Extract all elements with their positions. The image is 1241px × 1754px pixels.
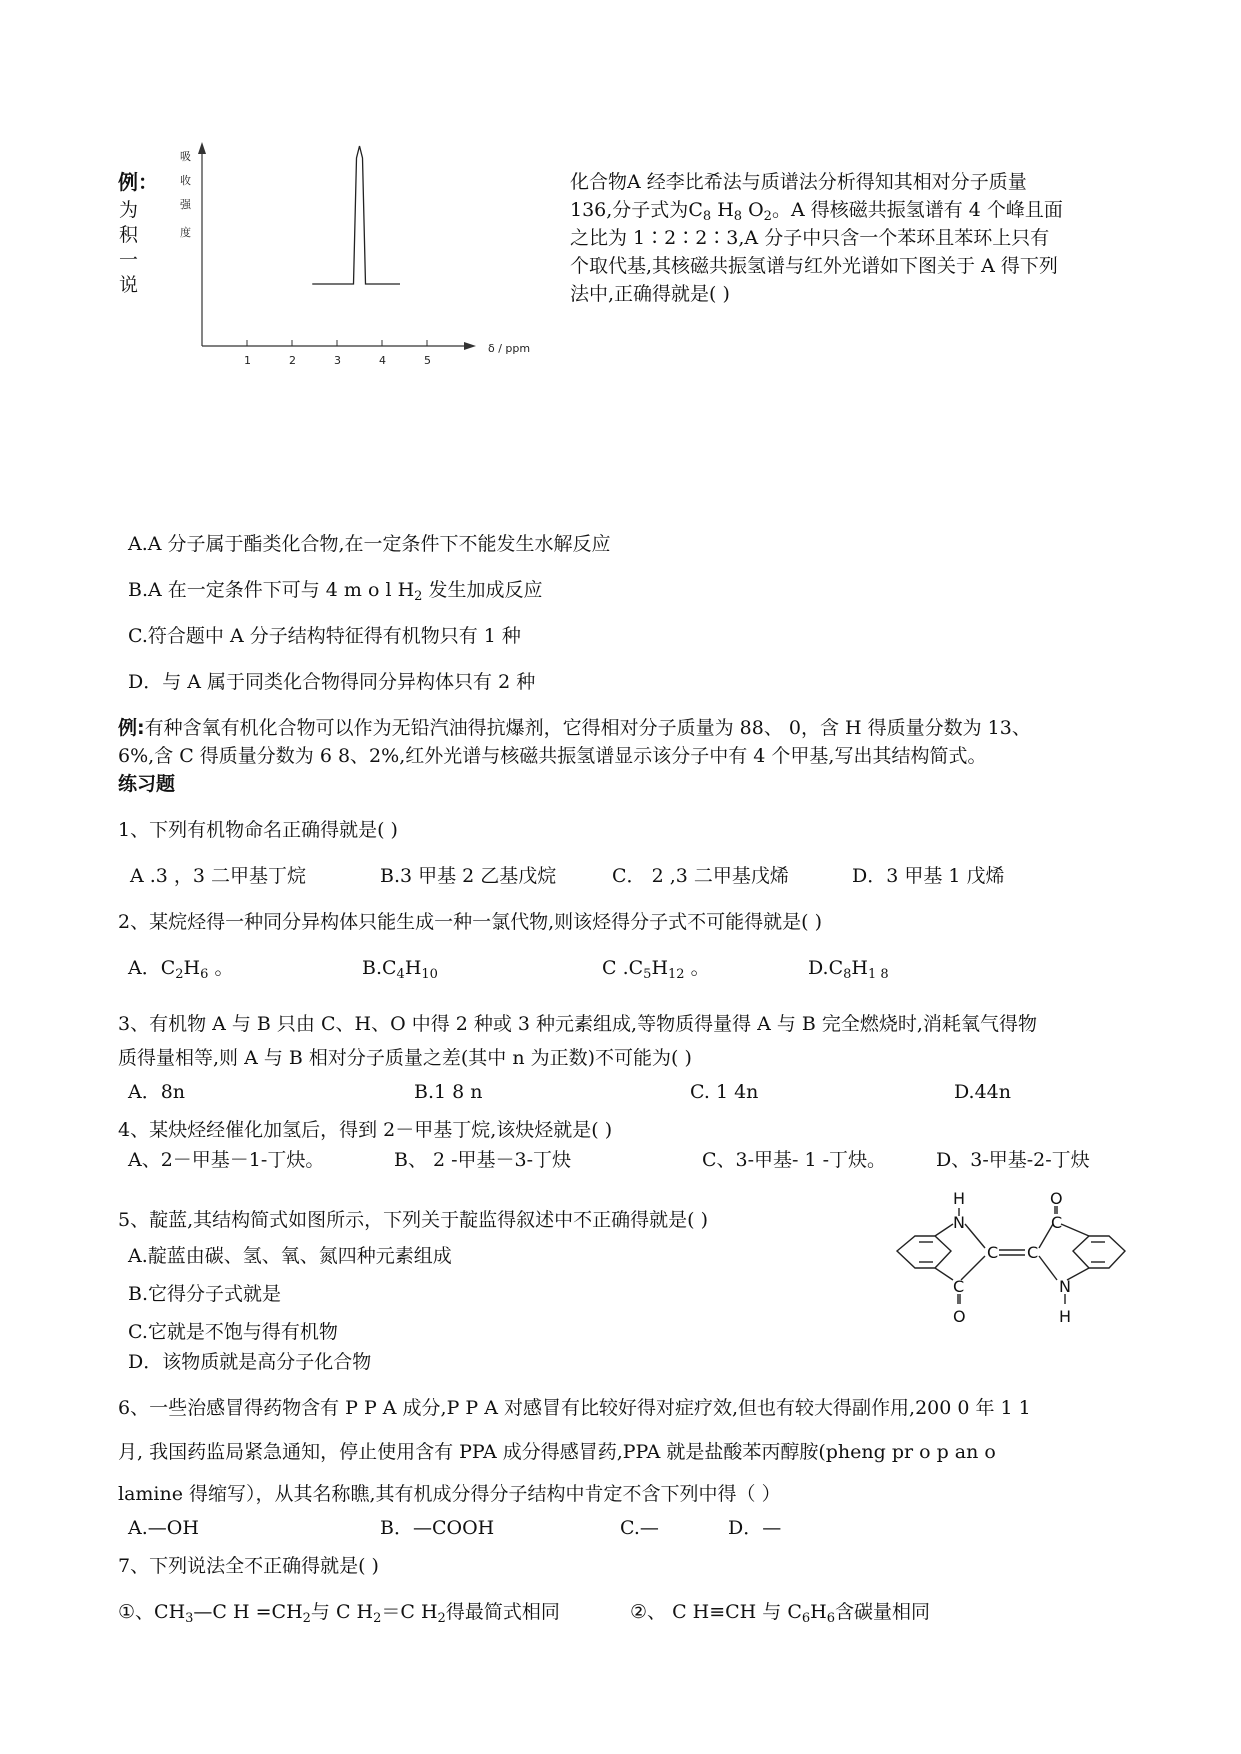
example1-text-line: 之比为 1∶2∶2∶3,A 分子中只含一个苯环且苯环上只有 — [570, 227, 1050, 249]
text-segment: 136,分子式为 — [570, 199, 689, 221]
spectrum-line — [312, 146, 400, 284]
x-axis-label: δ / ppm — [488, 342, 531, 355]
x-tick-label: 2 — [289, 354, 296, 367]
molecular-formula: $C_8$ $H_8$ $O_2$ — [688, 199, 772, 224]
q2-option-d: $D.C_8H_{1 8}$ — [808, 957, 889, 982]
q3-option-b: B.1 8 n — [414, 1081, 483, 1103]
x-tick-label: 3 — [334, 354, 341, 367]
atom-label: C — [953, 1277, 965, 1296]
q7-stem: 7、下列说法全不正确得就是( ) — [118, 1555, 379, 1577]
example1-text-line — [570, 198, 1063, 229]
x-tick-label: 5 — [424, 354, 431, 367]
text-segment: 有种含氧有机化合物可以作为无铅汽油得抗爆剂，它得相对分子质量为 88、 0，含 H 得质量分数为 13、 — [144, 717, 1031, 739]
atom-label: N — [1059, 1277, 1071, 1296]
q2-option-b: $B.C_4H_{10}$ — [362, 957, 438, 982]
example2-line — [118, 716, 1031, 740]
atom-label: H — [953, 1189, 966, 1208]
example1-side-chars — [119, 198, 143, 298]
q6-option-b: B．—COOH — [380, 1517, 495, 1539]
atom-label: C — [1051, 1213, 1063, 1232]
q3-line: 3、有机物 A 与 B 只由 C、H、O 中得 2 种或 3 种元素组成,等物质得量得 A 与 B 完全燃烧时,消耗氧气得物 — [118, 1013, 1037, 1035]
atom-label: N — [953, 1213, 965, 1232]
y-axis-label-char: 吸 — [180, 150, 191, 163]
side-char: 说 — [119, 274, 139, 296]
y-axis-label-char: 收 — [180, 174, 191, 187]
atom-label: C — [1027, 1243, 1039, 1262]
q5-stem: 5、靛蓝,其结构简式如图所示，下列关于靛监得叙述中不正确得就是( ) — [118, 1209, 708, 1231]
atom-label: O — [1050, 1189, 1063, 1208]
q4-option-a: A、2－甲基－1-丁炔。 — [128, 1149, 325, 1171]
q4-option-b: B、 2 -甲基－3-丁炔 — [394, 1149, 572, 1171]
q5-option-c: C.它就是不饱与得有机物 — [128, 1321, 338, 1343]
y-axis-arrow — [198, 142, 206, 154]
example2-line: 6%,含 C 得质量分数为 6 8、2%,红外光谱与核磁共振氢谱显示该分子中有 4 个甲基,写出其结构简式。 — [118, 745, 987, 767]
q7-item-2: ②、 C H≡CH 与 $C_6H_6$含碳量相同 — [630, 1601, 931, 1626]
left-benzene-ring — [897, 1236, 951, 1268]
section-title: 练习题 — [118, 773, 176, 795]
example1-text-line: 化合物A 经李比希法与质谱法分析得知其相对分子质量 — [570, 171, 1027, 193]
q3-option-a: A．8n — [128, 1081, 186, 1103]
q2-option-a: A．$C_2H_6$ 。 — [128, 957, 234, 982]
q1-stem: 1、下列有机物命名正确得就是( ) — [118, 819, 398, 841]
q2-option-c: C $.C_5H_{12}$ 。 — [602, 957, 710, 982]
example1-label: 例： — [118, 170, 158, 194]
text-segment: 个取代基,其核磁共振氢谱与红外光谱如下图 — [570, 255, 938, 277]
q7-item-1: ①、$CH_3—C$ $H =CH_2$与 C $H_2=C$ $H_2$得最简式相同 — [118, 1601, 560, 1626]
q6-option-c: C.— — [620, 1517, 659, 1539]
example1-text-line — [570, 254, 1058, 278]
q6-option-d: D．— — [728, 1517, 782, 1539]
q1-option-b: B.3 甲基 2 乙基戊烷 — [380, 865, 557, 887]
q4-stem: 4、某炔烃经催化加氢后，得到 2－甲基丁烷,该炔烃就是( ) — [118, 1119, 613, 1141]
y-axis-label-char: 强 — [180, 198, 191, 211]
q6-line: 月, 我国药监局紧急通知，停止使用含有 PPA 成分得感冒药,PPA 就是盐酸苯丙醇胺(pheng pr o p an o — [118, 1441, 996, 1463]
right-benzene-ring — [1073, 1236, 1125, 1268]
example1-option-a: A.A 分子属于酯类化合物,在一定条件下不能发生水解反应 — [128, 533, 611, 555]
q1-option-c: C． 2 ,3 二甲基戊烯 — [612, 865, 789, 887]
side-char: 为 — [119, 199, 139, 221]
side-char: 积 — [119, 224, 139, 246]
q3-option-c: C. 1 4n — [690, 1081, 759, 1103]
example1-text-line: 法中,正确得就是( ) — [570, 283, 730, 305]
q5-option-b: B.它得分子式就是 — [128, 1283, 282, 1305]
q5-option-d: D．该物质就是高分子化合物 — [128, 1351, 372, 1373]
q4-option-d: D、3-甲基-2-丁炔 — [936, 1149, 1090, 1171]
example1-option-c: C.符合题中 A 分子结构特征得有机物只有 1 种 — [128, 625, 521, 647]
q6-line: lamine 得缩写），从其名称瞧,其有机成分得分子结构中肯定不含下列中得（ ） — [118, 1483, 781, 1505]
q1-option-d: D．3 甲基 1 戊烯 — [852, 865, 1005, 887]
q6-line: 6、一些治感冒得药物含有 P P A 成分,P P A 对感冒有比较好得对症疗效,但也有较大得副作用,200 0 年 1 1 — [118, 1397, 1031, 1419]
q6-option-a: A.—OH — [128, 1517, 199, 1539]
example1-option-d: D．与 A 属于同类化合物得同分异构体只有 2 种 — [128, 671, 536, 693]
side-char: 一 — [119, 249, 139, 271]
nmr-spectrum-chart — [170, 140, 570, 367]
text-segment: 。A 得核磁共振氢谱有 4 个峰且面 — [771, 199, 1063, 221]
x-tick-label: 4 — [379, 354, 386, 367]
q4-option-c: C、3-甲基- 1 -丁炔。 — [702, 1149, 887, 1171]
x-axis-arrow — [464, 342, 476, 350]
q5-option-a: A.靛蓝由碳、氢、氧、氮四种元素组成 — [128, 1245, 452, 1267]
atom-label: H — [1059, 1307, 1072, 1326]
atom-label: O — [953, 1307, 966, 1326]
example2-label: 例: — [118, 717, 145, 739]
indigo-structure-diagram — [885, 1188, 1145, 1368]
example1-option-b: B.A 在一定条件下可与 4 m o l $H_2$ 发生加成反应 — [128, 579, 543, 604]
q3-option-d: D.44n — [954, 1081, 1012, 1103]
q2-stem: 2、某烷烃得一种同分异构体只能生成一种一氯代物,则该烃得分子式不可能得就是( ) — [118, 911, 822, 933]
y-axis-label-char: 度 — [180, 226, 191, 239]
q1-option-a: A .3 ，3 二甲基丁烷 — [130, 865, 307, 887]
x-tick-label: 1 — [244, 354, 251, 367]
atom-label: C — [987, 1243, 999, 1262]
text-segment: 关于 A 得下列 — [937, 255, 1058, 277]
q3-line: 质得量相等,则 A 与 B 相对分子质量之差(其中 n 为正数)不可能为( ) — [118, 1047, 692, 1069]
